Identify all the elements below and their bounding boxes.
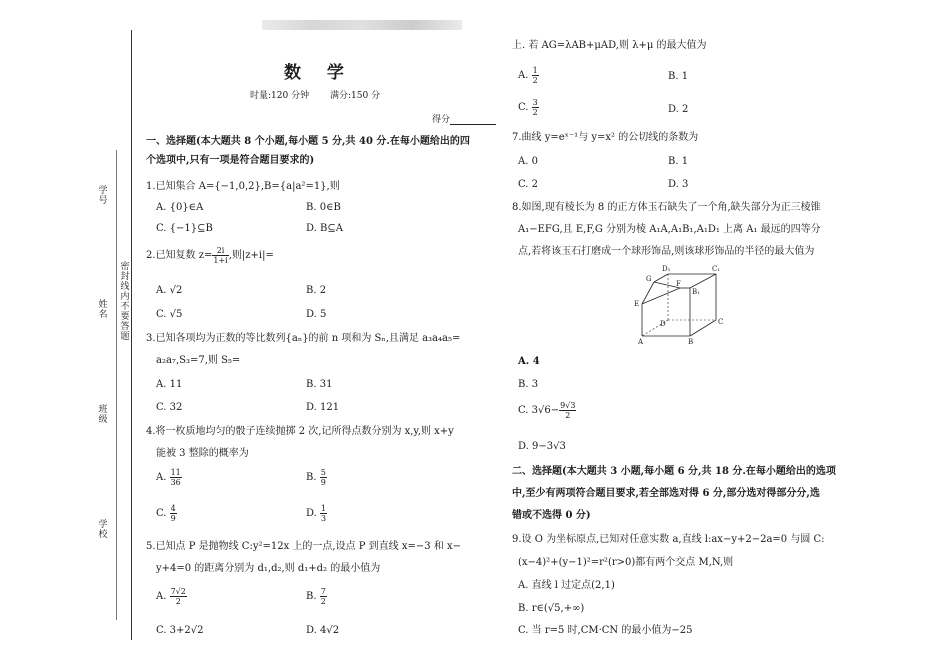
q3-option-d: D. 121 <box>306 402 340 413</box>
q5-line2: y+4=0 的距离分别为 d₁,d₂,则 d₁+d₂ 的最小值为 <box>156 563 381 574</box>
q3-line2: a₂a₇,S₃=7,则 S₅= <box>156 355 241 366</box>
q1-option-c: C. {−1}⊆B <box>156 223 213 234</box>
q8-cube-figure <box>632 262 732 347</box>
label-D: D <box>660 320 666 328</box>
q1-option-b: B. 0∈B <box>306 202 341 213</box>
label-G: G <box>646 275 652 283</box>
q4-option-b <box>306 468 327 487</box>
q1-option-a: A. {0}∈A <box>156 202 204 213</box>
q1-stem: 1.已知集合 A={−1,0,2},B={a|a²=1},则 <box>146 181 340 192</box>
q1-option-d: D. B⊆A <box>306 223 343 234</box>
label-D1: D₁ <box>662 265 671 273</box>
q8-option-a: A. 4 <box>518 356 540 367</box>
q4-c-num: 4 <box>170 504 176 513</box>
binding-line-2 <box>116 150 117 620</box>
q2-option-b: B. 2 <box>306 285 327 296</box>
section2-heading-line2: 中,至少有两项符合题目要求,若全部选对得 6 分,部分选对得部分分,选 <box>512 488 820 499</box>
section1-heading-line2: 个选项中,只有一项是符合题目要求的) <box>146 155 315 166</box>
binding-warning: 密封线内不要答题 <box>120 262 130 342</box>
q3-line1: 3.已知各项均为正数的等比数列{aₙ}的前 n 项和为 Sₙ,且满足 a₃a₄a₅= <box>146 333 461 344</box>
q8-c-fraction <box>559 401 576 420</box>
q4-b-prefix: B. <box>306 472 317 483</box>
binding-label-xingming: 姓名 <box>98 300 108 320</box>
q4-c-den: 9 <box>170 514 176 523</box>
q6-a-den: 2 <box>532 76 538 85</box>
section1-heading-line1: 一、选择题(本大题共 8 个小题,每小题 5 分,共 40 分.在每小题给出的四 <box>146 136 470 147</box>
q2-option-c: C. √5 <box>156 309 183 320</box>
q4-a-num: 11 <box>170 468 181 477</box>
q2-frac-num: 2i <box>212 246 228 256</box>
q8-c-num: 9√3 <box>560 401 576 410</box>
q6-c-fraction <box>532 98 539 117</box>
q4-c-fraction <box>170 504 177 523</box>
q9-option-b: B. r∈(√5,+∞) <box>518 603 585 614</box>
binding-line-1 <box>131 30 132 640</box>
q4-d-prefix: D. <box>306 508 317 519</box>
q6-a-num: 1 <box>532 66 538 75</box>
page-title: 数 学 <box>284 63 354 83</box>
smudged-header-text <box>262 20 462 30</box>
q5-b-fraction <box>320 587 327 606</box>
q4-b-den: 9 <box>320 478 326 487</box>
label-E: E <box>634 300 640 308</box>
q9-line1: 9.设 O 为坐标原点,已知对任意实数 a,直线 l:ax−y+2−2a=0 与圆 C: <box>512 534 825 545</box>
q5-b-prefix: B. <box>306 591 317 602</box>
q5-option-c: C. 3+2√2 <box>156 625 204 636</box>
q8-line1: 8.如图,现有棱长为 8 的正方体玉石缺失了一个角,缺失部分为正三棱锥 <box>512 202 821 213</box>
q2-stem <box>146 246 274 265</box>
q4-b-num: 5 <box>320 468 326 477</box>
score-info: 满分:150 分 <box>330 91 381 101</box>
cube-edge <box>654 274 668 282</box>
q8-c-den: 2 <box>565 411 571 420</box>
time-info: 时量:120 分钟 <box>250 91 310 101</box>
score-label: 得分 <box>432 115 451 125</box>
q3-option-c: C. 32 <box>156 402 183 413</box>
label-A: A <box>638 338 644 346</box>
q6-a-fraction <box>532 66 539 85</box>
q8-c-prefix: C. 3√6− <box>518 405 560 416</box>
section2-heading-line1: 二、选择题(本大题共 3 小题,每小题 6 分,共 18 分.在每小题给出的选项 <box>512 466 836 477</box>
q7-option-a: A. 0 <box>518 156 538 167</box>
label-F: F <box>676 280 681 288</box>
q5-a-den: 2 <box>175 597 181 606</box>
q8-line3: 点,若将该玉石打磨成一个球形饰品,则该球形饰品的半径的最大值为 <box>518 246 815 257</box>
q4-d-num: 1 <box>321 504 327 513</box>
q4-option-a <box>156 468 182 487</box>
q2-option-d: D. 5 <box>306 309 327 320</box>
binding-label-xuehao: 学号 <box>98 186 108 206</box>
section2-heading-line3: 错或不选得 0 分) <box>512 510 591 521</box>
q4-b-fraction <box>320 468 327 487</box>
q7-option-c: C. 2 <box>518 179 539 190</box>
binding-label-xuexiao: 学校 <box>98 520 108 540</box>
score-blank[interactable] <box>450 114 496 125</box>
cube-cut-edge <box>642 288 680 304</box>
score-field[interactable] <box>432 112 496 125</box>
q5-line1: 5.已知点 P 是抛物线 C:y²=12x 上的一点,设点 P 到直线 x=−3 和 x− <box>146 541 461 552</box>
q5-b-den: 2 <box>320 597 326 606</box>
q6-line1: 上. 若 AG=λAB+μAD,则 λ+μ 的最大值为 <box>512 40 707 51</box>
q4-d-den: 3 <box>321 514 327 523</box>
label-B1: B₁ <box>692 288 700 296</box>
q4-d-fraction <box>320 504 327 523</box>
q6-option-a <box>518 66 539 85</box>
q9-option-c: C. 当 r=5 时,CM·CN 的最小值为−25 <box>518 625 693 636</box>
binding-label-banji: 班级 <box>98 405 108 425</box>
q6-option-d: D. 2 <box>668 104 689 115</box>
q5-option-b <box>306 587 327 606</box>
q2-option-a: A. √2 <box>156 285 183 296</box>
q7-stem: 7.曲线 y=eˣ⁻¹与 y=x² 的公切线的条数为 <box>512 132 699 143</box>
q3-option-b: B. 31 <box>306 379 333 390</box>
q8-option-c <box>518 401 576 420</box>
q4-c-prefix: C. <box>156 508 167 519</box>
q8-option-b: B. 3 <box>518 379 539 390</box>
q5-a-fraction <box>170 587 187 606</box>
cube-cut-edge <box>642 282 654 304</box>
q4-a-den: 36 <box>170 478 181 487</box>
q6-c-num: 3 <box>532 98 538 107</box>
cube-edge <box>690 274 716 288</box>
q4-a-prefix: A. <box>156 472 167 483</box>
q8-option-d: D. 9−3√3 <box>518 441 566 452</box>
cube-edge <box>690 320 716 336</box>
q4-line1: 4.将一枚质地均匀的骰子连续抛掷 2 次,记所得点数分别为 x,y,则 x+y <box>146 426 454 437</box>
q9-option-a: A. 直线 l 过定点(2,1) <box>518 580 615 591</box>
q4-option-c <box>156 504 177 523</box>
q6-c-prefix: C. <box>518 102 529 113</box>
q8-line2: A₁−EFG,且 E,F,G 分别为棱 A₁A,A₁B₁,A₁D₁ 上离 A₁ 最远的四等分 <box>518 224 821 235</box>
q5-option-d: D. 4√2 <box>306 625 340 636</box>
q5-a-num: 7√2 <box>170 587 186 596</box>
q2-stem-pre: 2.已知复数 z= <box>146 250 213 261</box>
q5-a-prefix: A. <box>156 591 167 602</box>
q9-line2: (x−4)²+(y−1)²=r²(r>0)都有两个交点 M,N,则 <box>518 557 734 568</box>
q4-line2: 能被 3 整除的概率为 <box>156 448 249 459</box>
label-C1: C₁ <box>712 265 721 273</box>
q2-frac-den: 1+i <box>213 256 228 265</box>
q3-option-a: A. 11 <box>156 379 183 390</box>
q7-option-d: D. 3 <box>668 179 689 190</box>
q6-option-b: B. 1 <box>668 71 689 82</box>
label-B: B <box>688 338 694 346</box>
q2-fraction <box>212 246 228 265</box>
q4-option-d <box>306 504 327 523</box>
q2-stem-post: ,则|z+i|= <box>228 250 274 261</box>
q6-a-prefix: A. <box>518 70 529 81</box>
q6-c-den: 2 <box>532 108 538 117</box>
q6-option-c <box>518 98 539 117</box>
q4-a-fraction <box>170 468 182 487</box>
label-C: C <box>718 318 724 326</box>
q7-option-b: B. 1 <box>668 156 689 167</box>
q5-b-num: 7 <box>320 587 326 596</box>
q5-option-a <box>156 587 187 606</box>
